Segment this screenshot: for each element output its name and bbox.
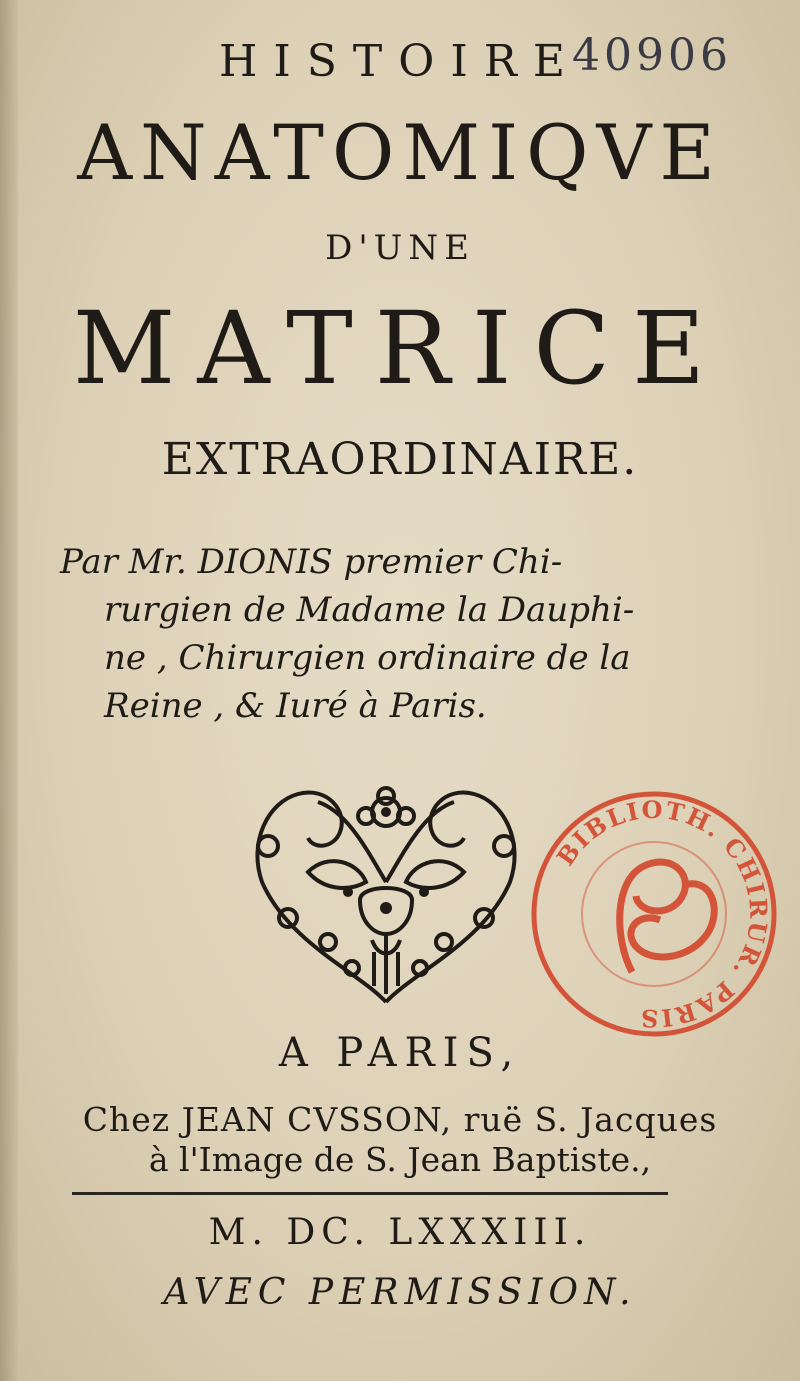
imprint-publisher: Chez JEAN CVSSON, ruë S. Jacques <box>82 1100 718 1139</box>
author-line-3: ne , Chirurgien ordinaire de la <box>104 638 631 678</box>
author-block <box>60 538 720 730</box>
author-line-1: Par Mr. DIONIS premier Chi- <box>60 542 563 582</box>
imprint-permission: AVEC PERMISSION. <box>163 1272 637 1313</box>
library-stamp <box>528 788 780 1040</box>
imprint-place: A PARIS, <box>278 1030 522 1076</box>
floral-vignette-icon <box>248 772 524 1008</box>
title-extraordinaire: EXTRAORDINAIRE. <box>161 434 639 485</box>
accession-number: 40906 <box>572 30 732 81</box>
title-matrice: MATRICE <box>72 290 728 407</box>
title-histoire: HISTOIRE <box>219 36 581 87</box>
imprint-address: à l'Image de S. Jean Baptiste., <box>148 1140 652 1179</box>
author-line-2: rurgien de Madame la Dauphi- <box>104 590 635 630</box>
author-line-4: Reine , & Iuré à Paris. <box>104 686 487 726</box>
title-anatomique: ANATOMIQVE <box>77 108 723 197</box>
imprint-date: M. DC. LXXXIII. <box>208 1212 592 1253</box>
title-dune: D'UNE <box>325 228 475 268</box>
stamp-text: BIBLIOTH. CHIRUR. PARIS <box>550 794 774 1034</box>
divider-rule <box>72 1192 668 1195</box>
monogram-icon <box>620 862 715 972</box>
